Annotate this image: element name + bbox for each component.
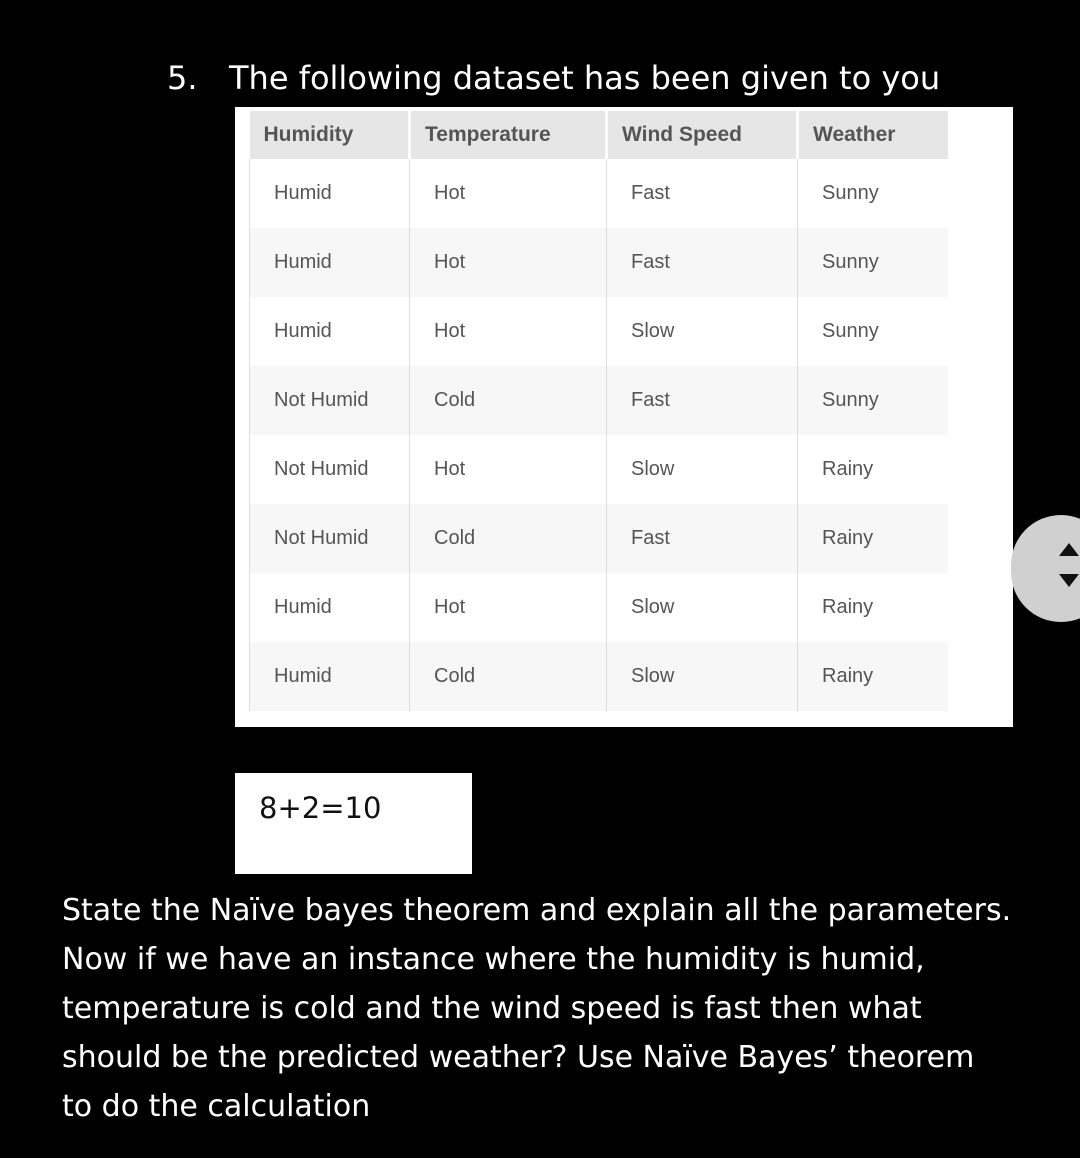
cell-wind-speed: Fast [607,504,798,573]
question-line: Now if we have an instance where the humidity is humid, [62,942,925,977]
scroll-control[interactable] [1011,515,1080,622]
triangle-up-icon[interactable] [1059,543,1079,556]
cell-weather: Rainy [798,642,948,711]
triangle-down-icon[interactable] [1059,574,1079,587]
table-row [250,435,948,504]
table-row [250,297,948,366]
dataset-table [249,111,948,711]
cell-temperature: Hot [410,435,607,504]
cell-temperature: Cold [410,642,607,711]
header-humidity: Humidity [250,111,410,159]
table-row [250,228,948,297]
cell-humidity: Humid [250,642,410,711]
cell-humidity: Humid [250,297,410,366]
cell-wind-speed: Fast [607,159,798,228]
cell-temperature: Hot [410,159,607,228]
cell-weather: Rainy [798,504,948,573]
cell-humidity: Not Humid [250,504,410,573]
cell-wind-speed: Fast [607,366,798,435]
cell-wind-speed: Slow [607,297,798,366]
cell-weather: Sunny [798,228,948,297]
table-row [250,159,948,228]
cell-temperature: Cold [410,504,607,573]
cell-weather: Rainy [822,458,874,480]
cell-temperature: Hot [410,228,607,297]
question-line: should be the predicted weather? Use Naïve Bayes’ theorem [62,1040,975,1075]
cell-wind-speed: Slow [607,435,798,504]
header-weather: Weather [798,111,948,159]
table-header-row [250,111,948,159]
cell-wind-speed: Slow [607,573,798,642]
cell-wind-speed: Slow [607,642,798,711]
cell-humidity: Humid [250,159,410,228]
marks-box: 8+2=10 [235,773,472,874]
cell-humidity: Humid [250,228,410,297]
question-line: to do the calculation [62,1089,371,1124]
cell-temperature: Cold [410,366,607,435]
question-line: State the Naïve bayes theorem and explain all the parameters. [62,893,1012,928]
dataset-table-card [235,107,1013,727]
table-row [250,573,948,642]
table-row [250,366,948,435]
cell-temperature: Hot [410,573,607,642]
cell-humidity: Not Humid [250,366,410,435]
cell-weather: Sunny [798,366,948,435]
cell-weather: Rainy [822,596,874,618]
question-heading-text: The following dataset has been given to you [229,59,941,97]
cell-humidity: Humid [250,573,410,642]
table-row [250,504,948,573]
header-temperature: Temperature [410,111,607,159]
question-number: 5. [167,59,198,97]
question-text [62,886,1052,1131]
cell-humidity: Not Humid [250,435,410,504]
header-wind-speed: Wind Speed [607,111,798,159]
cell-wind-speed: Fast [607,228,798,297]
question-heading [167,56,940,100]
table-row [250,642,948,711]
question-line: temperature is cold and the wind speed is fast then what [62,991,922,1026]
cell-weather: Sunny [822,182,879,204]
cell-temperature: Hot [410,297,607,366]
cell-weather: Sunny [822,320,879,342]
